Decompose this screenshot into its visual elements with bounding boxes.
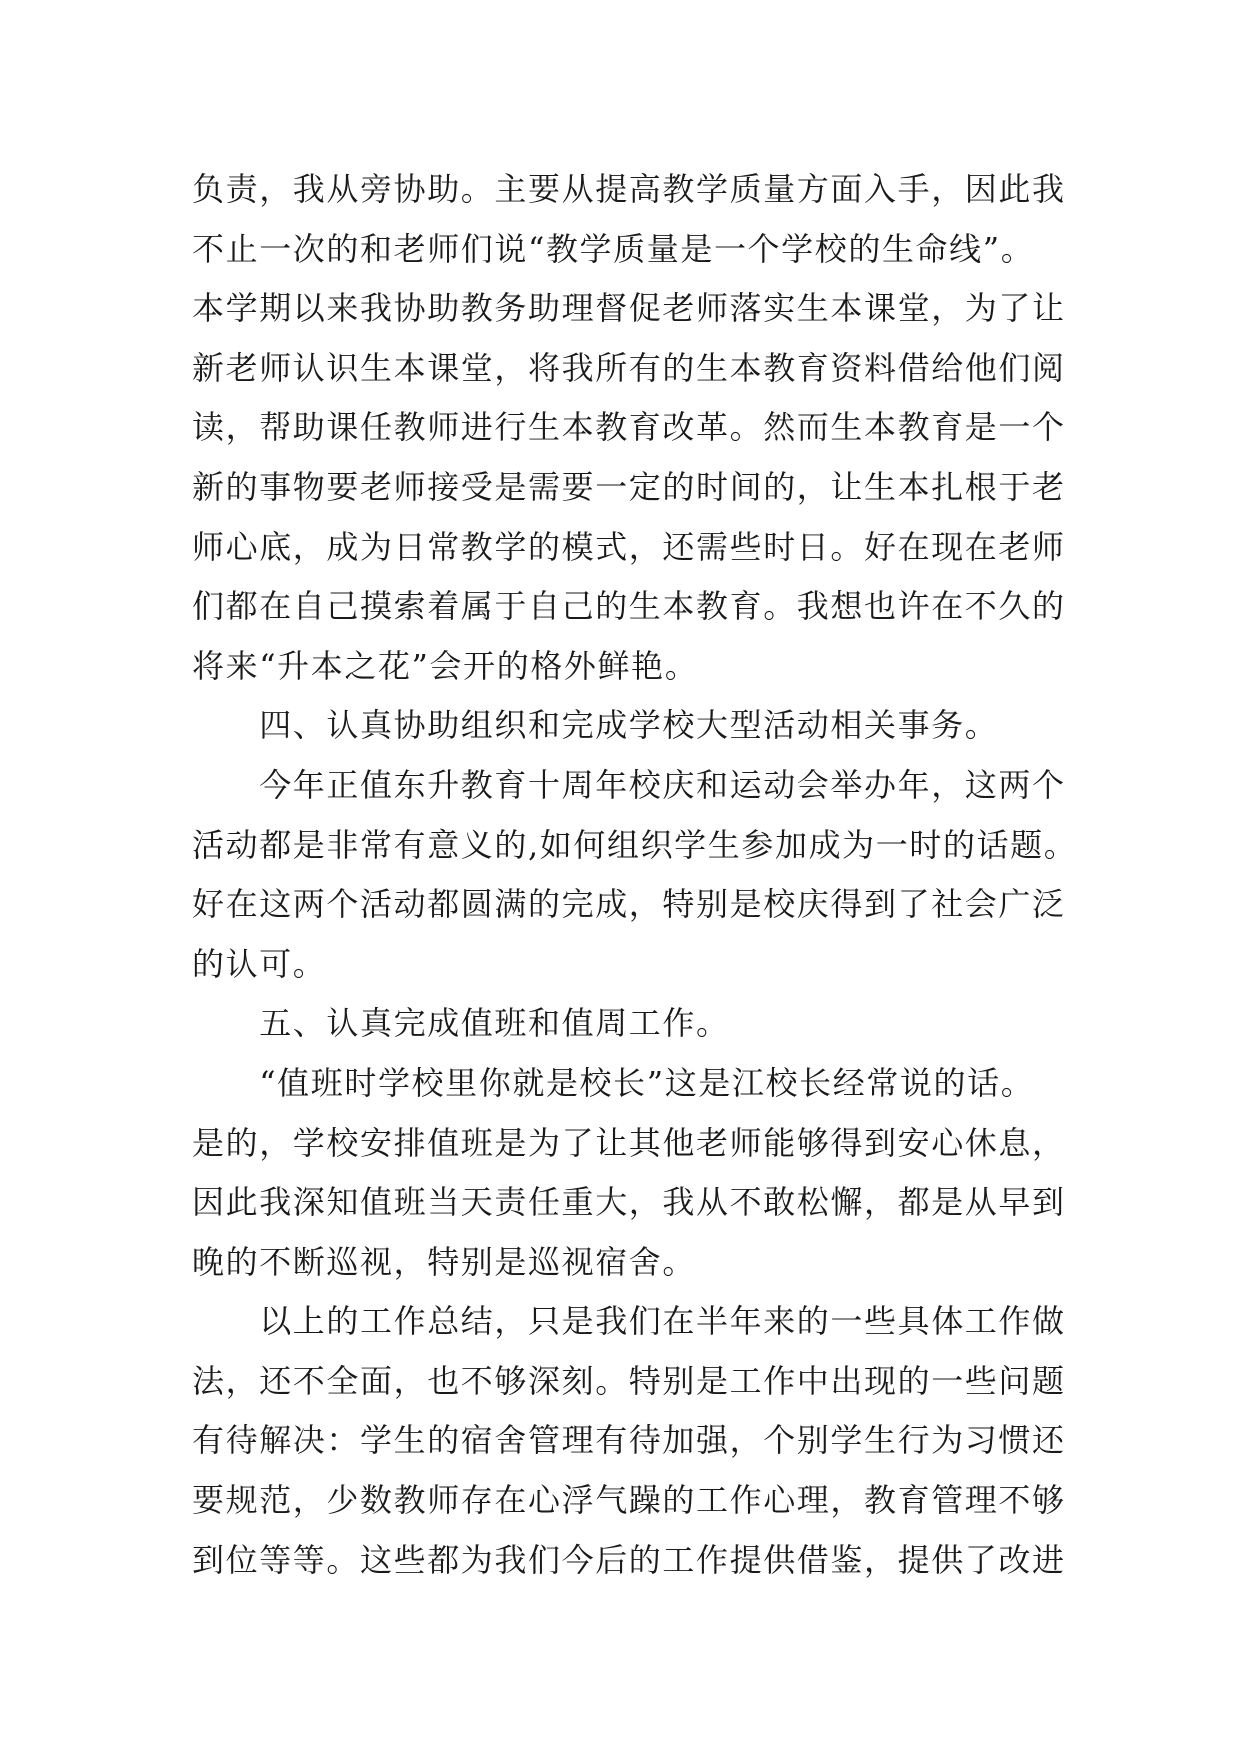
text-line: 师心底，成为日常教学的模式，还需些时日。好在现在老师 [192,527,1066,566]
text-line: “值班时学校里你就是校长”这是江校长经常说的话。 [192,1063,1035,1102]
text-line: 到位等等。这些都为我们今后的工作提供借鉴，提供了改进 [192,1540,1066,1579]
text-line: 将来“升本之花”会开的格外鲜艳。 [192,646,699,685]
text-line: 要规范，少数教师存在心浮气躁的工作心理，教育管理不够 [192,1481,1066,1520]
text-line: 晚的不断巡视，特别是巡视宿舍。 [192,1242,697,1281]
text-line: 新老师认识生本课堂，将我所有的生本教育资料借给他们阅 [192,348,1066,387]
text-line: 不止一次的和老师们说“教学质量是一个学校的生命线”。 [192,229,1035,268]
text-line: 的认可。 [192,944,327,983]
text-line: 活动都是非常有意义的,如何组织学生参加成为一时的话题。 [192,825,1078,864]
text-line: 因此我深知值班当天责任重大，我从不敢松懈，都是从早到 [192,1183,1066,1222]
text-line: 今年正值东升教育十周年校庆和运动会举办年，这两个 [192,765,1066,804]
document-body [192,160,1078,1590]
text-line: 负责，我从旁协助。主要从提高教学质量方面入手，因此我 [192,170,1066,208]
text-line: 有待解决：学生的宿舍管理有待加强，个别学生行为习惯还 [192,1421,1066,1460]
section-heading-4: 四、认真协助组织和完成学校大型活动相关事务。 [192,706,999,745]
section-heading-5: 五、认真完成值班和值周工作。 [192,1004,730,1043]
text-line: 新的事物要老师接受是需要一定的时间的，让生本扎根于老 [192,467,1066,506]
text-line: 好在这两个活动都圆满的完成，特别是校庆得到了社会广泛 [192,885,1066,924]
text-line: 法，还不全面，也不够深刻。特别是工作中出现的一些问题 [192,1361,1066,1400]
text-line: 以上的工作总结，只是我们在半年来的一些具体工作做 [192,1302,1066,1341]
text-line: 们都在自己摸索着属于自己的生本教育。我想也许在不久的 [192,587,1066,626]
text-line: 本学期以来我协助教务助理督促老师落实生本课堂，为了让 [192,289,1066,328]
text-line: 读，帮助课任教师进行生本教育改革。然而生本教育是一个 [192,408,1066,447]
text-line: 是的，学校安排值班是为了让其他老师能够得到安心休息， [192,1123,1066,1162]
